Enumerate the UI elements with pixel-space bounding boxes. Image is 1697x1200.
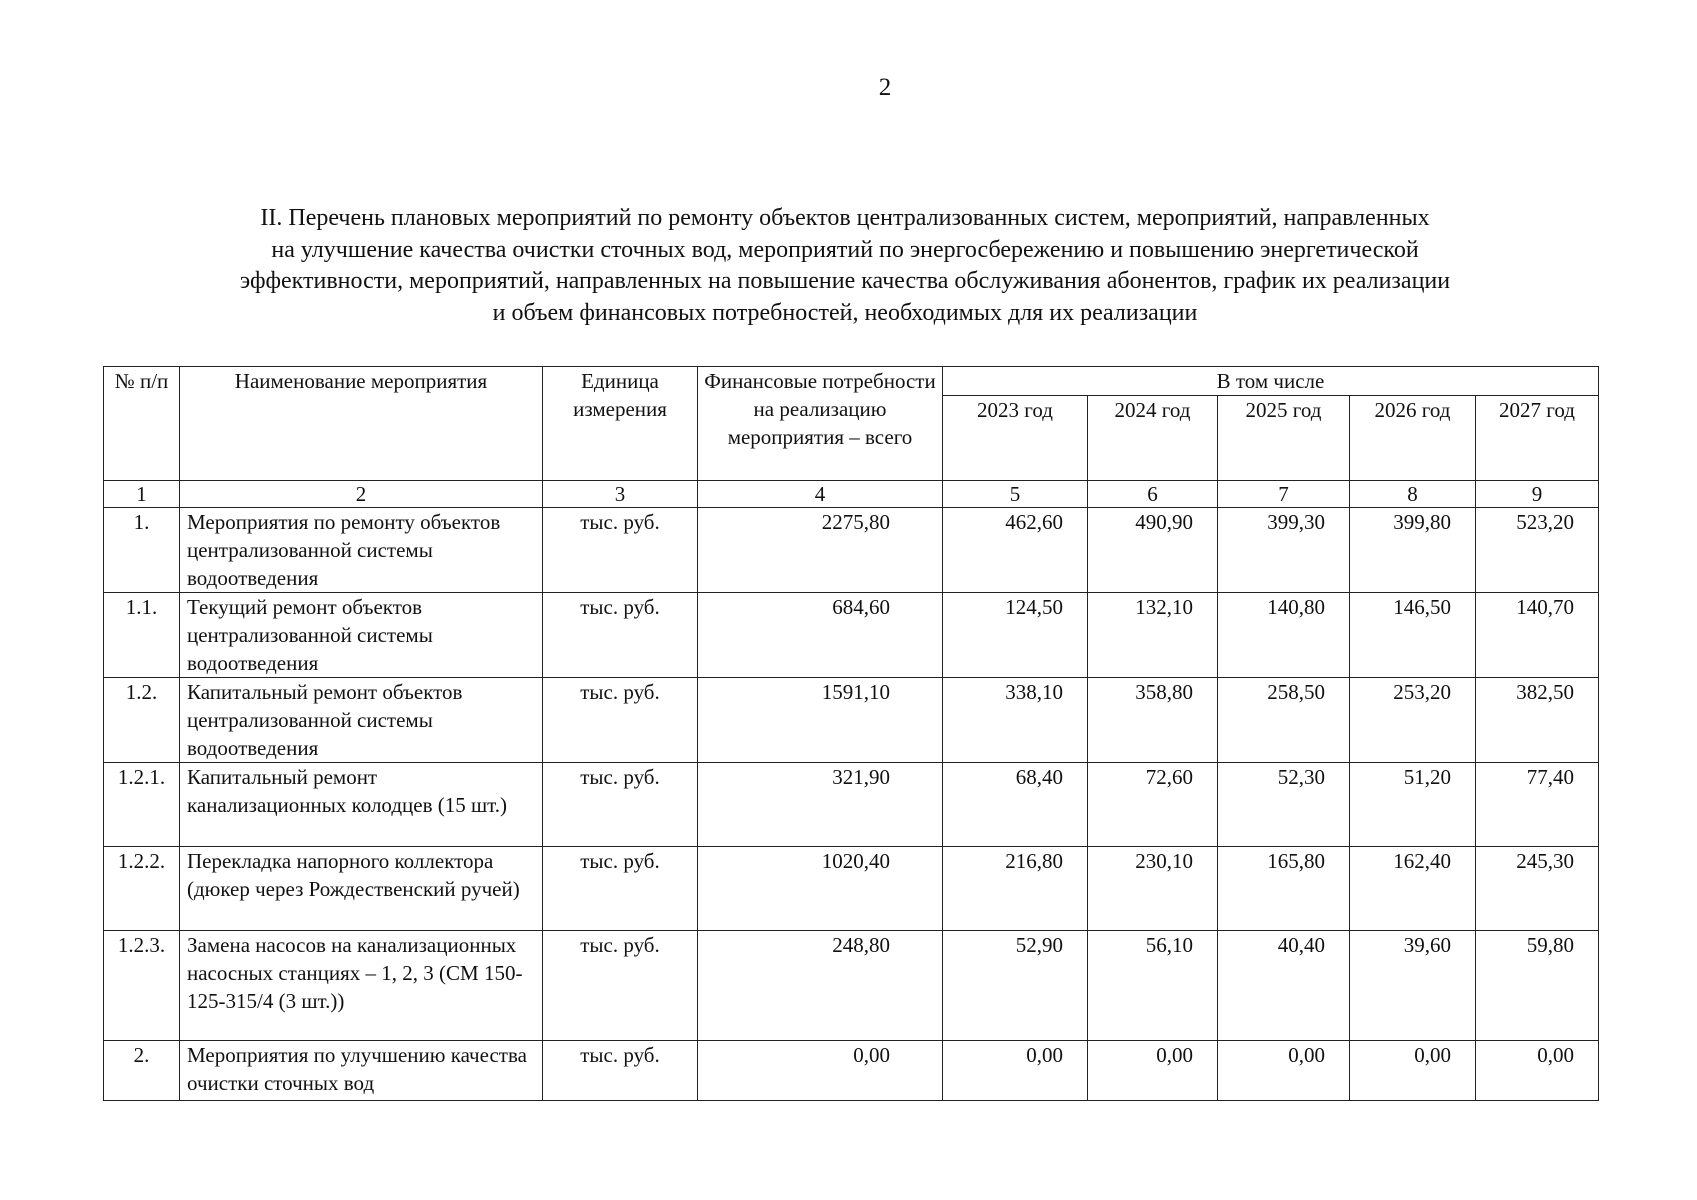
row-number: 1.2.3. — [104, 931, 180, 1041]
row-value-2027: 245,30 — [1476, 847, 1599, 931]
row-value-2027: 382,50 — [1476, 678, 1599, 763]
table-row — [104, 931, 1599, 1041]
column-number: 5 — [943, 481, 1088, 508]
row-name: Мероприятия по улучшению качества очистки сточных вод — [180, 1041, 543, 1101]
header-including: В том числе — [943, 367, 1599, 396]
column-number: 7 — [1218, 481, 1350, 508]
row-value-2025: 52,30 — [1218, 763, 1350, 847]
header-year: 2023 год — [943, 396, 1088, 481]
row-number: 1.1. — [104, 593, 180, 678]
column-number: 9 — [1476, 481, 1599, 508]
row-value-2026: 146,50 — [1350, 593, 1476, 678]
row-value-2024: 132,10 — [1088, 593, 1218, 678]
header-total: Финансовые потребности на реализацию мероприятия – всего — [698, 367, 943, 481]
row-value-2026: 399,80 — [1350, 508, 1476, 593]
row-value-2026: 51,20 — [1350, 763, 1476, 847]
table-row — [104, 593, 1599, 678]
row-number: 1.2.1. — [104, 763, 180, 847]
row-value-2023: 216,80 — [943, 847, 1088, 931]
table-body — [104, 508, 1599, 1101]
row-value-2027: 523,20 — [1476, 508, 1599, 593]
row-name: Текущий ремонт объектов централизованной системы водоотведения — [180, 593, 543, 678]
table-row — [104, 508, 1599, 593]
plan-table — [103, 366, 1599, 1101]
header-year: 2027 год — [1476, 396, 1599, 481]
row-value-2024: 0,00 — [1088, 1041, 1218, 1101]
row-unit: тыс. руб. — [543, 847, 698, 931]
row-total: 1020,40 — [698, 847, 943, 931]
row-total: 1591,10 — [698, 678, 943, 763]
column-number: 6 — [1088, 481, 1218, 508]
row-value-2023: 0,00 — [943, 1041, 1088, 1101]
row-number: 1.2. — [104, 678, 180, 763]
column-number: 1 — [104, 481, 180, 508]
row-value-2025: 258,50 — [1218, 678, 1350, 763]
header-year: 2025 год — [1218, 396, 1350, 481]
title-line: и объем финансовых потребностей, необходимых для их реализации — [492, 299, 1198, 326]
row-value-2027: 77,40 — [1476, 763, 1599, 847]
row-value-2023: 68,40 — [943, 763, 1088, 847]
row-number: 1. — [104, 508, 180, 593]
table-row — [104, 678, 1599, 763]
row-total: 0,00 — [698, 1041, 943, 1101]
row-value-2025: 140,80 — [1218, 593, 1350, 678]
row-unit: тыс. руб. — [543, 678, 698, 763]
row-name: Перекладка напорного коллектора (дюкер через Рождественский ручей) — [180, 847, 543, 931]
document-title — [110, 203, 1580, 329]
header-name: Наименование мероприятия — [180, 367, 543, 481]
row-name: Замена насосов на канализационных насосных станциях – 1, 2, 3 (СМ 150-125-315/4 (3 шт.)) — [180, 931, 543, 1041]
column-number: 2 — [180, 481, 543, 508]
table-row — [104, 763, 1599, 847]
row-value-2024: 490,90 — [1088, 508, 1218, 593]
row-value-2025: 399,30 — [1218, 508, 1350, 593]
row-total: 2275,80 — [698, 508, 943, 593]
row-value-2023: 124,50 — [943, 593, 1088, 678]
title-line: на улучшение качества очистки сточных вод, мероприятий по энергосбережению и повышению энергетической — [271, 236, 1419, 263]
row-value-2027: 140,70 — [1476, 593, 1599, 678]
row-value-2024: 56,10 — [1088, 931, 1218, 1041]
row-number: 1.2.2. — [104, 847, 180, 931]
row-unit: тыс. руб. — [543, 593, 698, 678]
row-value-2023: 52,90 — [943, 931, 1088, 1041]
header-unit: Единица измерения — [543, 367, 698, 481]
column-number: 3 — [543, 481, 698, 508]
row-name: Капитальный ремонт канализационных колодцев (15 шт.) — [180, 763, 543, 847]
row-unit: тыс. руб. — [543, 763, 698, 847]
row-value-2025: 165,80 — [1218, 847, 1350, 931]
title-line: II. Перечень плановых мероприятий по ремонту объектов централизованных систем, мероприятий, направленных — [260, 205, 1430, 231]
row-name: Капитальный ремонт объектов централизованной системы водоотведения — [180, 678, 543, 763]
row-unit: тыс. руб. — [543, 931, 698, 1041]
row-value-2027: 0,00 — [1476, 1041, 1599, 1101]
row-name: Мероприятия по ремонту объектов централизованной системы водоотведения — [180, 508, 543, 593]
row-value-2024: 230,10 — [1088, 847, 1218, 931]
title-line: эффективности, мероприятий, направленных на повышение качества обслуживания абонентов, график их реализации — [239, 268, 1451, 294]
row-value-2023: 462,60 — [943, 508, 1088, 593]
row-value-2026: 162,40 — [1350, 847, 1476, 931]
row-total: 684,60 — [698, 593, 943, 678]
header-year: 2024 год — [1088, 396, 1218, 481]
row-value-2026: 0,00 — [1350, 1041, 1476, 1101]
row-unit: тыс. руб. — [543, 1041, 698, 1101]
row-value-2024: 358,80 — [1088, 678, 1218, 763]
row-value-2027: 59,80 — [1476, 931, 1599, 1041]
row-value-2025: 0,00 — [1218, 1041, 1350, 1101]
table-row — [104, 847, 1599, 931]
header-num: № п/п — [104, 367, 180, 481]
row-value-2023: 338,10 — [943, 678, 1088, 763]
page-number: 2 — [878, 74, 892, 101]
row-value-2026: 253,20 — [1350, 678, 1476, 763]
column-number: 8 — [1350, 481, 1476, 508]
header-year: 2026 год — [1350, 396, 1476, 481]
row-number: 2. — [104, 1041, 180, 1101]
row-unit: тыс. руб. — [543, 508, 698, 593]
row-value-2026: 39,60 — [1350, 931, 1476, 1041]
column-number: 4 — [698, 481, 943, 508]
row-total: 248,80 — [698, 931, 943, 1041]
row-value-2025: 40,40 — [1218, 931, 1350, 1041]
row-value-2024: 72,60 — [1088, 763, 1218, 847]
row-total: 321,90 — [698, 763, 943, 847]
table-row — [104, 1041, 1599, 1101]
